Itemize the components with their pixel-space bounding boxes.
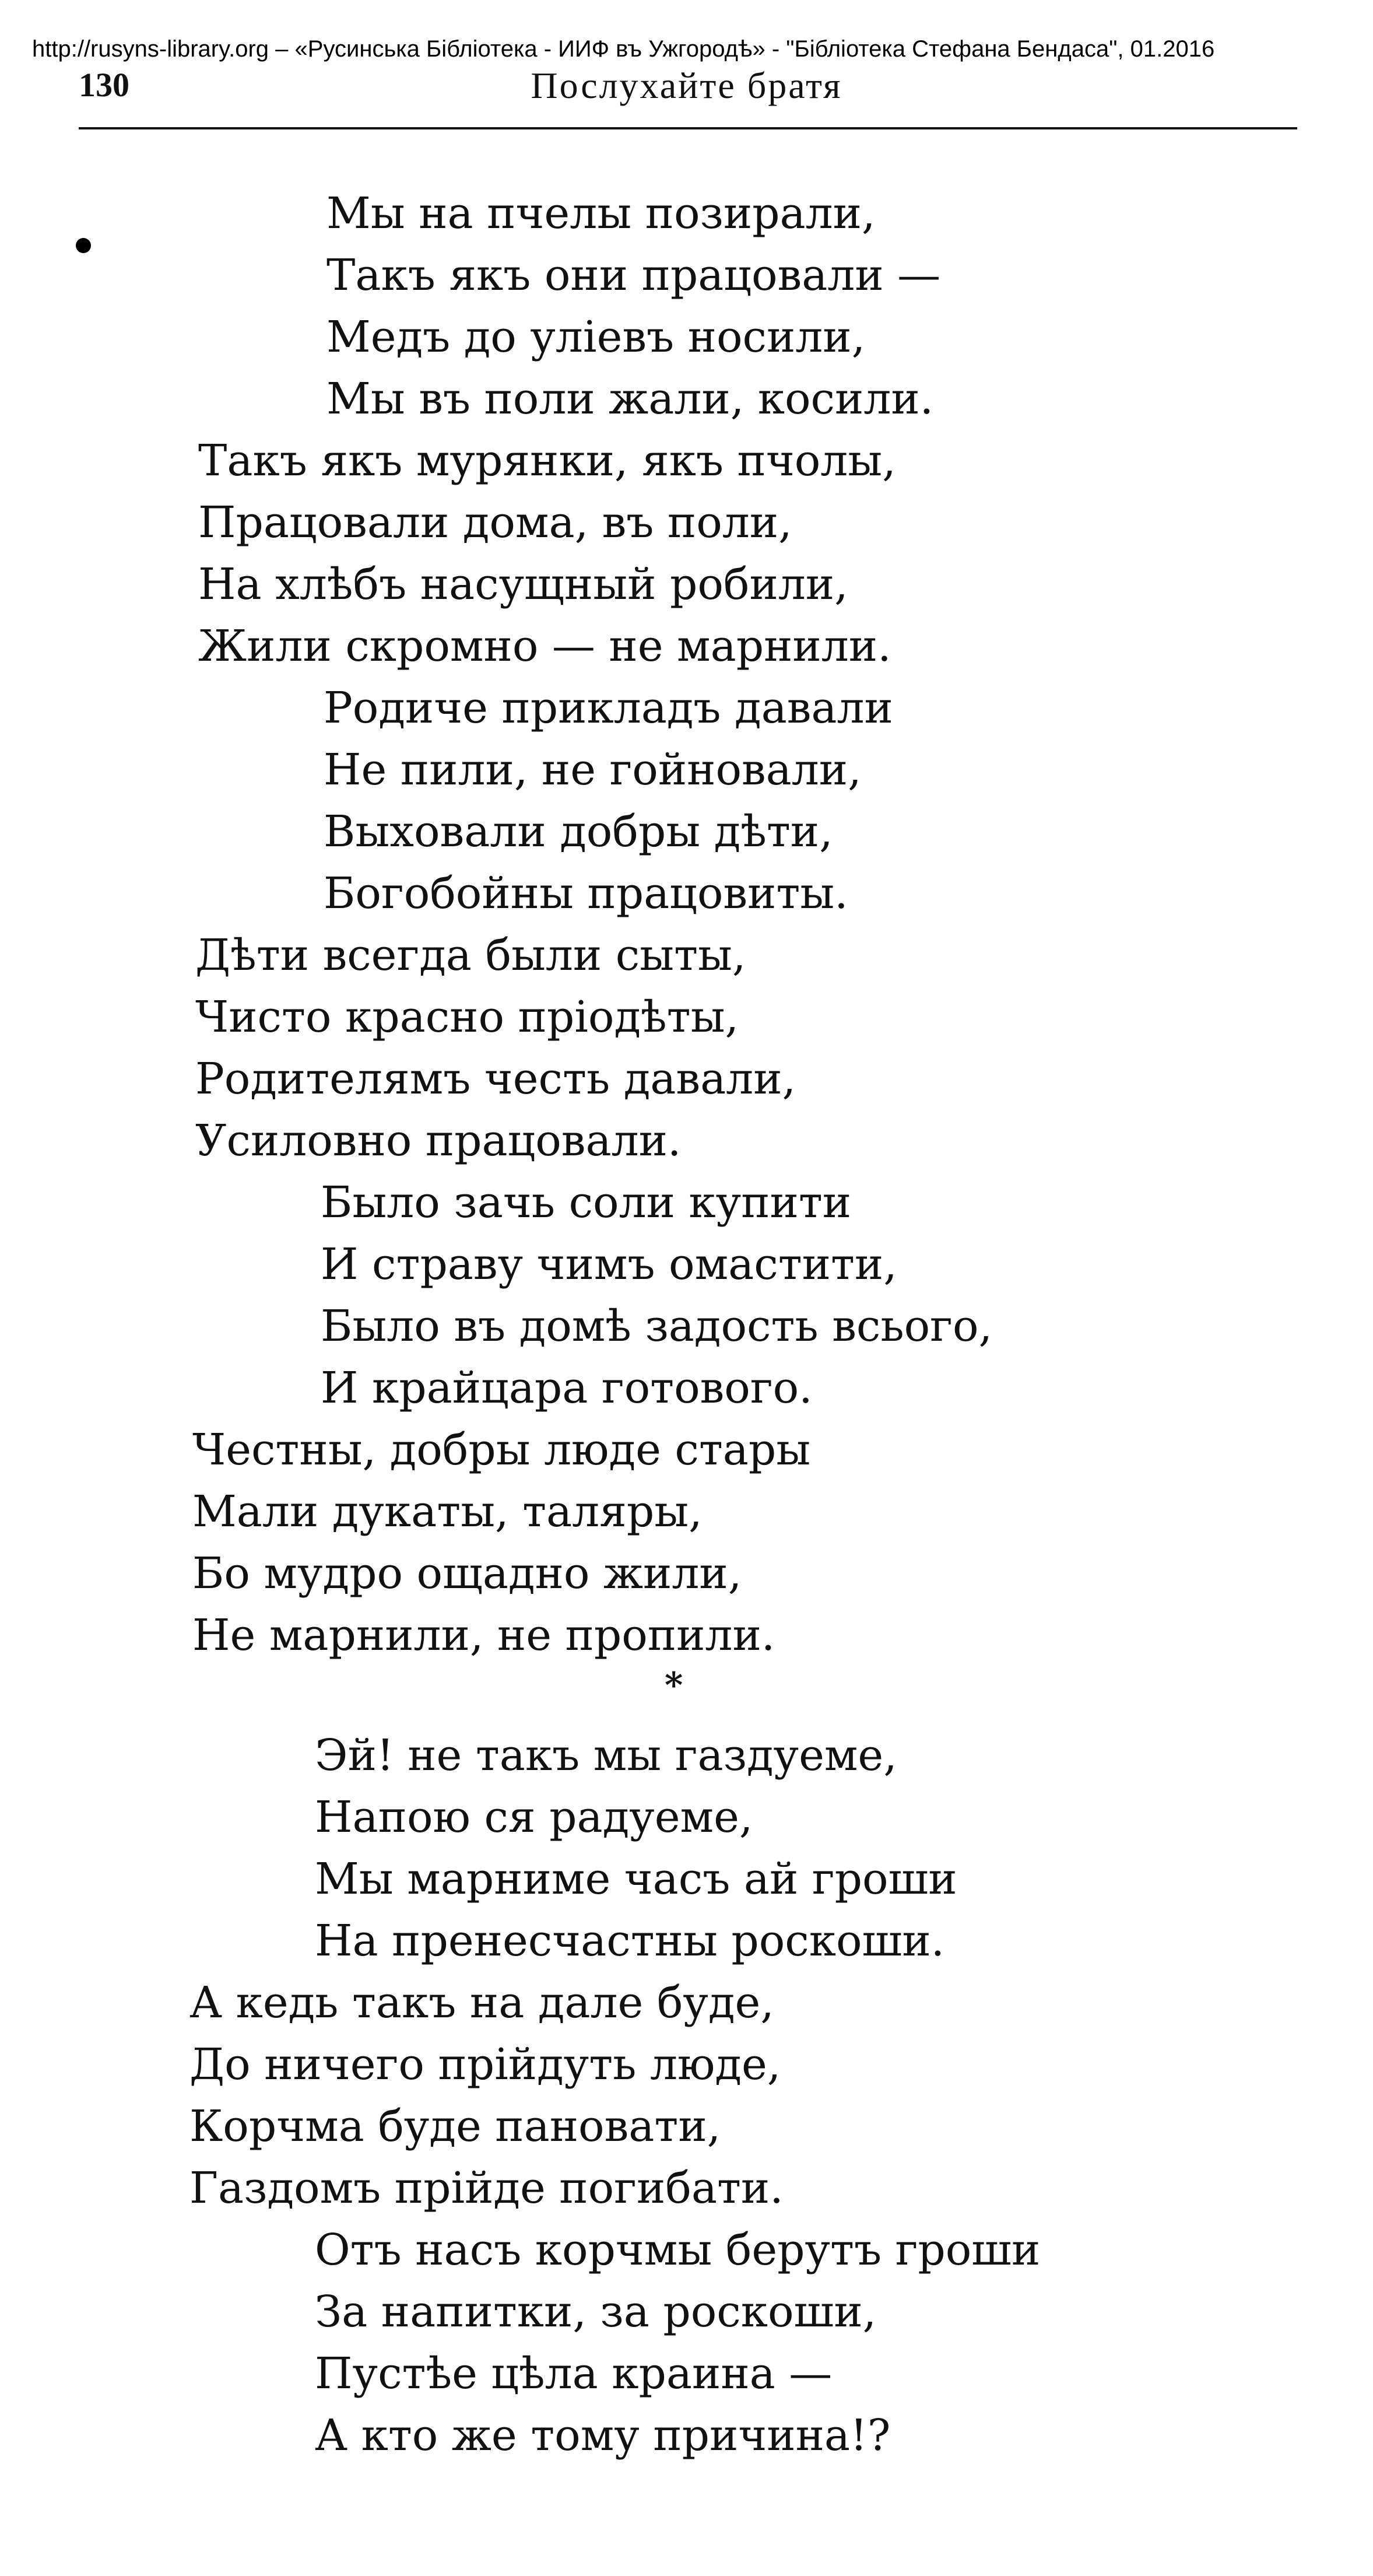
poem-line: Не марнили, не пропили. (192, 1610, 775, 1660)
poem-line: Такъ якъ мурянки, якъ пчолы, (198, 436, 896, 486)
poem-line: Мы въ поли жали, косили. (326, 374, 934, 424)
poem-line: Родиче прикладъ давали (324, 683, 893, 733)
poem-line: Мы на пчелы позирали, (326, 188, 876, 239)
poem-line: Родителямъ честь давали, (195, 1054, 796, 1104)
poem-line: Честны, добры люде стары (192, 1425, 811, 1475)
poem-line: Отъ насъ корчмы берутъ гроши (315, 2225, 1041, 2275)
page-number: 130 (79, 66, 129, 104)
poem-line: Мали дукаты, таляры, (192, 1487, 703, 1537)
poem-line: На хлѣбъ насущный робили, (198, 559, 848, 609)
poem-line: Чисто красно пріодѣты, (195, 992, 739, 1042)
poem-line: Жили скромно — не марнили. (198, 621, 891, 671)
poem-line: И крайцара готового. (321, 1363, 813, 1413)
poem-line: Богобойны працовиты. (324, 868, 848, 919)
poem-line: А кто же тому причина!? (315, 2410, 891, 2461)
poem-line: За напитки, за роскоши, (315, 2287, 877, 2337)
poem-line: Напою ся радуеме, (315, 1792, 753, 1842)
poem-line: И страву чимъ омастити, (321, 1239, 897, 1289)
poem-line: На пренесчастны роскоши. (315, 1916, 945, 1966)
poem-line: Выховали добры дѣти, (324, 807, 833, 857)
poem-line: Не пили, не гойновали, (324, 745, 862, 795)
header-rule (79, 127, 1297, 129)
poem-line: Газдомъ прійде погибати. (189, 2163, 784, 2213)
poem-line: Мы марниме часъ ай гроши (315, 1854, 957, 1904)
poem-line: Усиловно працовали. (195, 1116, 682, 1166)
stanza-separator: * (665, 1665, 683, 1706)
poem-line: Пустѣе цѣла краина — (315, 2349, 833, 2399)
poem-line: Корчма буде пановати, (189, 2101, 721, 2151)
source-line: http://rusyns-library.org – «Русинська Бібліотека - ИИФ въ Ужгородѣ» - "Бібліотека Стефана Бендаса", 01.2016 (32, 36, 1215, 62)
poem-line: Такъ якъ они працовали — (326, 250, 941, 300)
running-title: Послухайте братя (531, 65, 842, 106)
poem-line: Было въ домѣ задость всього, (321, 1301, 993, 1351)
poem-line: Бо мудро ощадно жили, (192, 1548, 742, 1599)
poem-line: Медъ до уліевъ носили, (326, 312, 866, 362)
poem-line: Было зачь соли купити (321, 1177, 852, 1228)
margin-dot (76, 238, 91, 253)
poem-line: До ничего прійдуть люде, (189, 2039, 781, 2090)
poem-line: Працовали дома, въ поли, (198, 497, 792, 548)
poem-line: А кедь такъ на дале буде, (189, 1978, 774, 2028)
poem-line: Дѣти всегда были сыты, (195, 930, 746, 980)
poem-line: Эй! не такъ мы газдуеме, (315, 1730, 897, 1781)
